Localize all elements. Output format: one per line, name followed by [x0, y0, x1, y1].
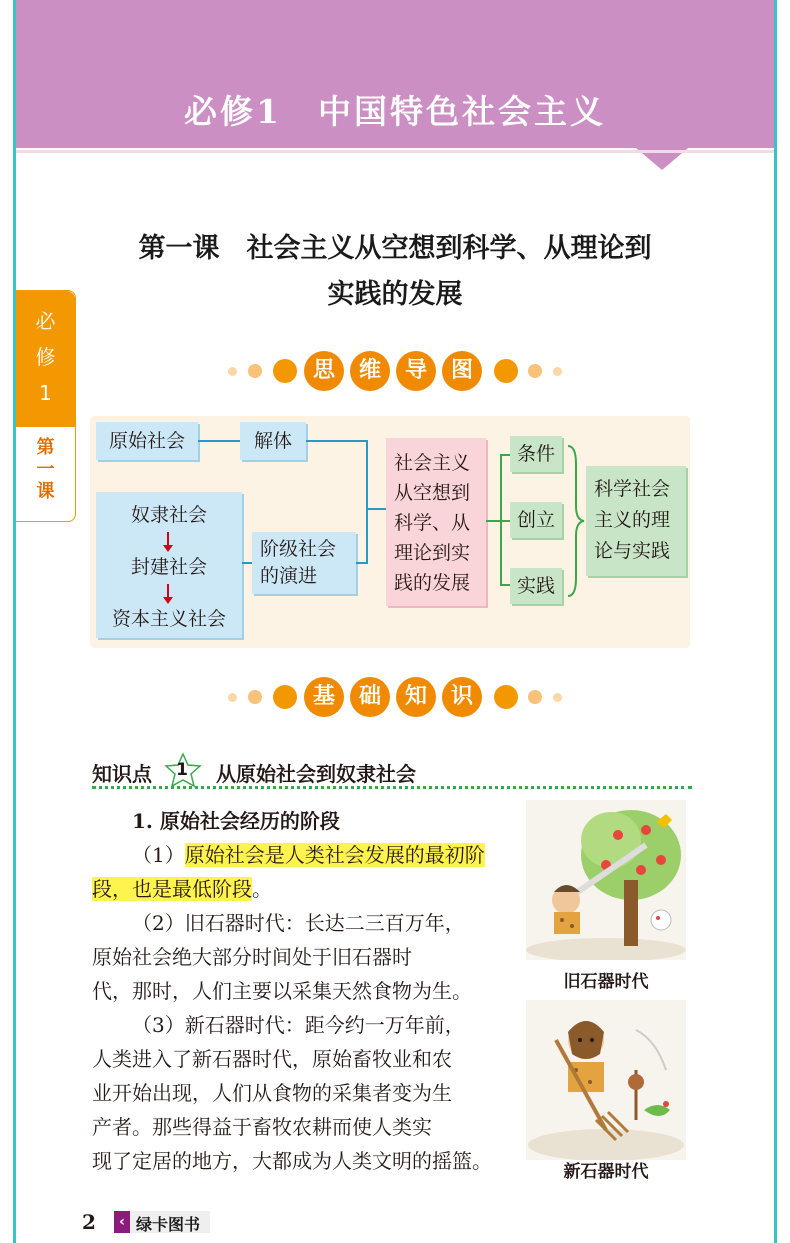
- deco-dot: [528, 364, 542, 378]
- node-text: 科学社会: [594, 478, 671, 500]
- node-text: 科学、从: [394, 512, 471, 534]
- publisher-logo: [114, 1211, 210, 1233]
- content-subhead: 1. 原始社会经历的阶段: [132, 809, 340, 833]
- stage-slavery: 奴隶社会: [130, 504, 207, 526]
- knowledge-point-title: 从原始社会到奴隶社会: [216, 762, 416, 786]
- side-tab-char: 一: [36, 459, 55, 480]
- node-class-society: [252, 532, 356, 594]
- connector: [500, 584, 510, 586]
- node-result: [586, 466, 686, 576]
- heading-char: 思: [304, 351, 344, 391]
- deco-dot: [494, 359, 518, 383]
- text-line: 原始社会绝大部分时间处于旧石器时: [92, 945, 412, 969]
- deco-dot: [273, 359, 297, 383]
- dotted-divider: [92, 786, 692, 789]
- page-number: 2: [82, 1210, 96, 1234]
- heading-char: 基: [304, 677, 344, 717]
- text-line: 人类进入了新石器时代，原始畜牧业和农: [92, 1047, 452, 1071]
- paragraph-2: [92, 906, 502, 1008]
- node-dissolve: 解体: [240, 422, 306, 460]
- connector: [356, 562, 366, 564]
- heading-char: 维: [350, 351, 390, 391]
- node-text: 社会主义: [394, 452, 471, 474]
- side-tab-divider: [16, 425, 75, 427]
- heading-char: 础: [350, 677, 390, 717]
- knowledge-point-number: 1: [176, 760, 188, 780]
- lesson-title-line1: 第一课 社会主义从空想到科学、从理论到: [138, 233, 652, 264]
- node-text: 论与实践: [594, 540, 671, 562]
- node-center: [386, 438, 486, 606]
- node-text: 的演进: [260, 565, 318, 587]
- node-text: 从空想到: [394, 482, 471, 504]
- caption-paleolithic: 旧石器时代: [563, 972, 649, 992]
- node-condition: 条件: [510, 436, 562, 472]
- heading-char: 识: [442, 677, 482, 717]
- highlight-text: 原始社会是人类社会发展的最: [184, 843, 445, 867]
- node-text: 主义的理: [594, 509, 671, 531]
- book-icon: ‹: [114, 1211, 130, 1233]
- deco-dot: [273, 685, 297, 709]
- connector: [306, 440, 366, 442]
- page-frame-right: [774, 0, 777, 1243]
- heading-char: 导: [396, 351, 436, 391]
- node-stages: [96, 492, 242, 638]
- deco-dot: [228, 367, 237, 376]
- banner-divider: [16, 150, 774, 153]
- side-tab-char: 1: [39, 381, 52, 405]
- deco-dot: [528, 690, 542, 704]
- paragraph-1: [92, 838, 502, 906]
- deco-dot: [553, 367, 562, 376]
- side-tab-char: 必: [35, 309, 56, 333]
- text-line: （2）旧石器时代：长达二三百万年，: [132, 911, 465, 935]
- connector: [198, 440, 240, 442]
- highlight-text: 初阶段，也是最低阶段: [92, 843, 485, 901]
- arrow-down-icon: [167, 532, 169, 548]
- page-frame-left: [13, 0, 16, 1243]
- paragraph-1-prefix: （1）: [132, 843, 185, 867]
- text-line: 产者。那些得益于畜牧农耕而使人类实: [92, 1115, 432, 1139]
- node-practice: 实践: [510, 568, 562, 604]
- connector: [242, 562, 252, 564]
- connector: [366, 508, 386, 510]
- arrow-down-icon: [167, 584, 169, 600]
- book-title: 必修1 中国特色社会主义: [184, 92, 606, 131]
- paragraph-1-suffix: 。: [252, 877, 272, 901]
- paragraph-3: [92, 1008, 502, 1178]
- heading-char: 图: [442, 351, 482, 391]
- mindmap-heading: [0, 351, 790, 395]
- text-line: （3）新石器时代：距今约一万年前，: [132, 1013, 465, 1037]
- caption-neolithic: 新石器时代: [563, 1162, 649, 1182]
- stage-capitalist: 资本主义社会: [111, 608, 226, 630]
- stage-feudal: 封建社会: [130, 556, 207, 578]
- side-tab-char: 第: [36, 437, 55, 458]
- text-line: 现了定居的地方，大都成为人类文明的摇篮。: [92, 1149, 492, 1173]
- side-tab-lesson-text: [16, 437, 75, 503]
- heading-char: 知: [396, 677, 436, 717]
- deco-dot: [248, 690, 262, 704]
- node-text: 理论到实: [394, 542, 471, 564]
- content-block: [92, 804, 502, 1178]
- knowledge-point-header: [92, 752, 692, 792]
- basics-heading: [0, 677, 790, 721]
- node-primitive-society: 原始社会: [96, 422, 198, 460]
- publisher-name: 绿卡图书: [136, 1215, 201, 1234]
- deco-dot: [248, 364, 262, 378]
- side-tab[interactable]: [16, 290, 76, 522]
- side-tab-char: 修: [35, 345, 56, 369]
- connector: [366, 440, 368, 564]
- text-line: 代，那时，人们主要以采集天然食物为生。: [92, 979, 472, 1003]
- node-founding: 创立: [510, 502, 562, 538]
- connector: [486, 520, 500, 522]
- deco-dot: [494, 685, 518, 709]
- lesson-title-line2: 实践的发展: [327, 279, 463, 310]
- paleolithic-illustration: [526, 800, 686, 960]
- knowledge-point-label: 知识点: [92, 762, 152, 786]
- text-line: 业开始出现，人们从食物的采集者变为生: [92, 1081, 452, 1105]
- neolithic-illustration: [526, 1000, 686, 1160]
- mind-map: [90, 416, 690, 648]
- deco-dot: [228, 693, 237, 702]
- side-tab-char: 课: [36, 481, 55, 502]
- node-text: 阶级社会: [260, 538, 337, 560]
- connector: [500, 454, 510, 456]
- deco-dot: [553, 693, 562, 702]
- connector: [500, 520, 510, 522]
- node-text: 践的发展: [394, 572, 471, 594]
- brace-icon: [566, 444, 586, 598]
